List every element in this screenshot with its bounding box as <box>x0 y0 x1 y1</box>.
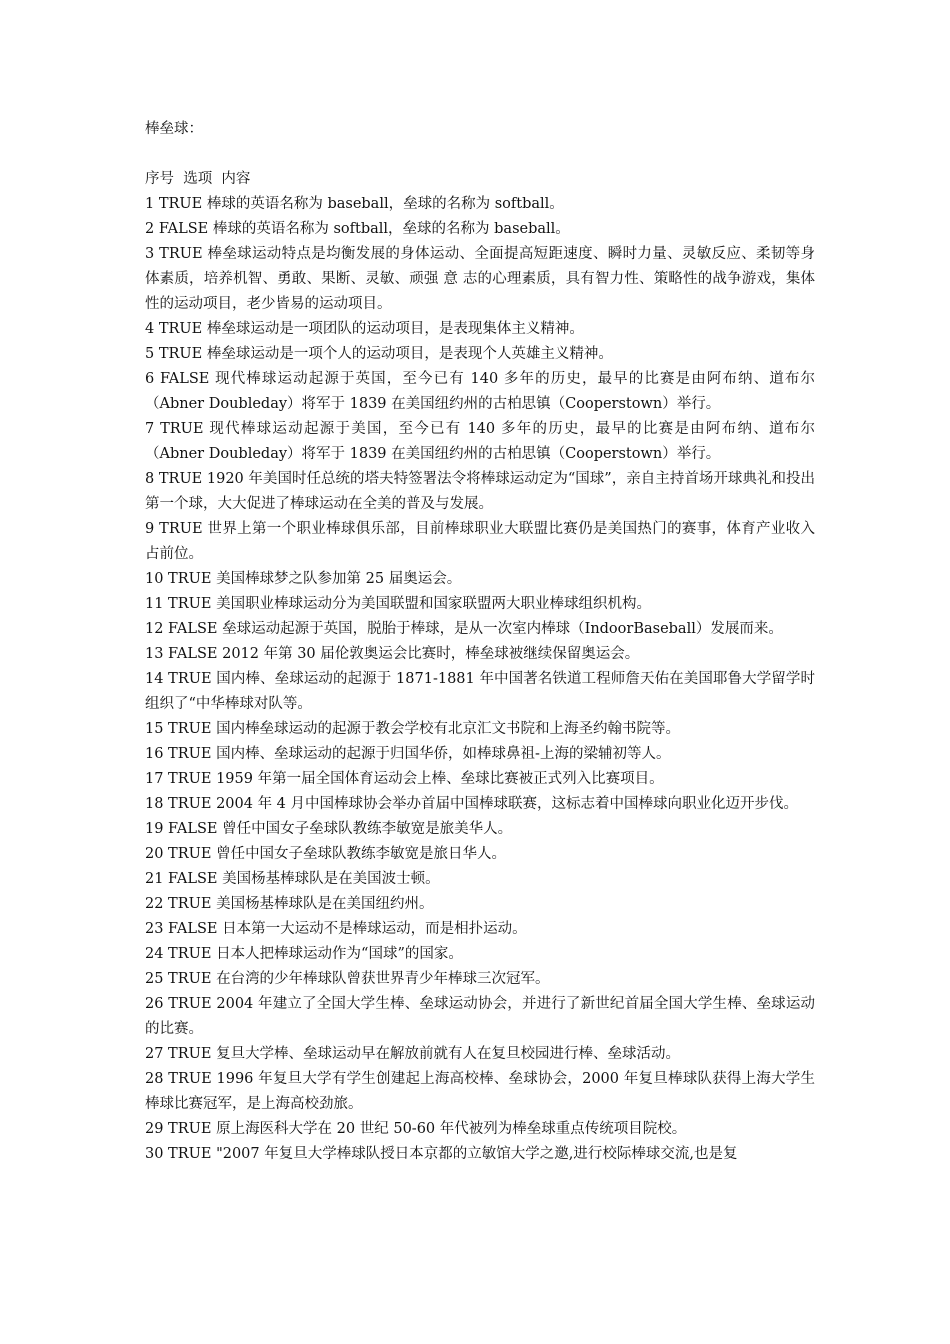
list-item: 16 TRUE 国内棒、垒球运动的起源于归国华侨，如棒球鼻祖-上海的梁辅初等人。 <box>145 746 671 762</box>
list-item: 4 TRUE 棒垒球运动是一项团队的运动项目，是表现集体主义精神。 <box>145 321 584 337</box>
list-item: 20 TRUE 曾任中国女子垒球队教练李敏宽是旅日华人。 <box>145 846 507 862</box>
list-item: 26 TRUE 2004 年建立了全国大学生棒、垒球运动协会，并进行了新世纪首届全国大学生棒、垒球运动的比赛。 <box>145 996 815 1037</box>
list-item: 7 TRUE 现代棒球运动起源于美国，至今已有 140 多年的历史，最早的比赛是由阿布纳、道布尔（Abner Doubleday）将军于 1839 在美国纽约州的古柏思镇（Cooperstown）举行。 <box>145 421 815 462</box>
list-item: 5 TRUE 棒垒球运动是一项个人的运动项目，是表现个人英雄主义精神。 <box>145 346 613 362</box>
list-item: 24 TRUE 日本人把棒球运动作为“国球”的国家。 <box>145 946 463 962</box>
list-item: 3 TRUE 棒垒球运动特点是均衡发展的身体运动、全面提高短距速度、瞬时力量、灵敏反应、柔韧等身体素质，培养机智、勇敢、果断、灵敏、顽强 意 志的心理素质，具有智力性、策略性的战争游戏，集体性的运动项目，老少皆易的运动项目。 <box>145 246 815 312</box>
list-item: 29 TRUE 原上海医科大学在 20 世纪 50-60 年代被列为棒垒球重点传统项目院校。 <box>145 1121 687 1137</box>
column-header: 序号 选项 内容 <box>145 171 251 187</box>
blank-line <box>145 142 815 167</box>
list-item: 27 TRUE 复旦大学棒、垒球运动早在解放前就有人在复旦校园进行棒、垒球活动。 <box>145 1046 681 1062</box>
document-title: 棒垒球： <box>145 121 203 137</box>
list-item: 6 FALSE 现代棒球运动起源于英国，至今已有 140 多年的历史，最早的比赛是由阿布纳、道布尔（Abner Doubleday）将军于 1839 在美国纽约州的古柏思镇（Cooperstown）举行。 <box>145 371 815 412</box>
list-item: 18 TRUE 2004 年 4 月中国棒球协会举办首届中国棒球联赛，这标志着中国棒球向职业化迈开步伐。 <box>145 796 799 812</box>
document-body <box>145 117 815 1167</box>
list-item: 15 TRUE 国内棒垒球运动的起源于教会学校有北京汇文书院和上海圣约翰书院等。 <box>145 721 681 737</box>
list-item: 8 TRUE 1920 年美国时任总统的塔夫特签署法令将棒球运动定为“国球”，亲自主持首场开球典礼和投出第一个球，大大促进了棒球运动在全美的普及与发展。 <box>145 471 815 512</box>
entry-list <box>145 192 815 1167</box>
list-item: 2 FALSE 棒球的英语名称为 softball，垒球的名称为 baseball。 <box>145 221 570 237</box>
list-item: 21 FALSE 美国杨基棒球队是在美国波士顿。 <box>145 871 440 887</box>
list-item: 23 FALSE 日本第一大运动不是棒球运动，而是相扑运动。 <box>145 921 527 937</box>
list-item: 9 TRUE 世界上第一个职业棒球俱乐部，目前棒球职业大联盟比赛仍是美国热门的赛事，体育产业收入占前位。 <box>145 521 815 562</box>
list-item: 19 FALSE 曾任中国女子垒球队教练李敏宽是旅美华人。 <box>145 821 513 837</box>
list-item: 12 FALSE 垒球运动起源于英国，脱胎于棒球，是从一次室内棒球（IndoorBaseball）发展而来。 <box>145 621 783 637</box>
list-item: 22 TRUE 美国杨基棒球队是在美国纽约州。 <box>145 896 434 912</box>
list-item: 1 TRUE 棒球的英语名称为 baseball，垒球的名称为 softball。 <box>145 196 564 212</box>
list-item: 25 TRUE 在台湾的少年棒球队曾获世界青少年棒球三次冠军。 <box>145 971 550 987</box>
list-item: 13 FALSE 2012 年第 30 届伦敦奥运会比赛时，棒垒球被继续保留奥运会。 <box>145 646 640 662</box>
list-item: 11 TRUE 美国职业棒球运动分为美国联盟和国家联盟两大职业棒球组织机构。 <box>145 596 652 612</box>
list-item: 10 TRUE 美国棒球梦之队参加第 25 届奥运会。 <box>145 571 462 587</box>
list-item: 17 TRUE 1959 年第一届全国体育运动会上棒、垒球比赛被正式列入比赛项目。 <box>145 771 664 787</box>
list-item: 30 TRUE "2007 年复旦大学棒球队授日本京都的立敏馆大学之邀,进行校际棒球交流,也是复 <box>145 1146 738 1162</box>
list-item: 14 TRUE 国内棒、垒球运动的起源于 1871-1881 年中国著名铁道工程师詹天佑在美国耶鲁大学留学时组织了“中华棒球对队等。 <box>145 671 815 712</box>
list-item: 28 TRUE 1996 年复旦大学有学生创建起上海高校棒、垒球协会，2000 年复旦棒球队获得上海大学生棒球比赛冠军，是上海高校劲旅。 <box>145 1071 815 1112</box>
